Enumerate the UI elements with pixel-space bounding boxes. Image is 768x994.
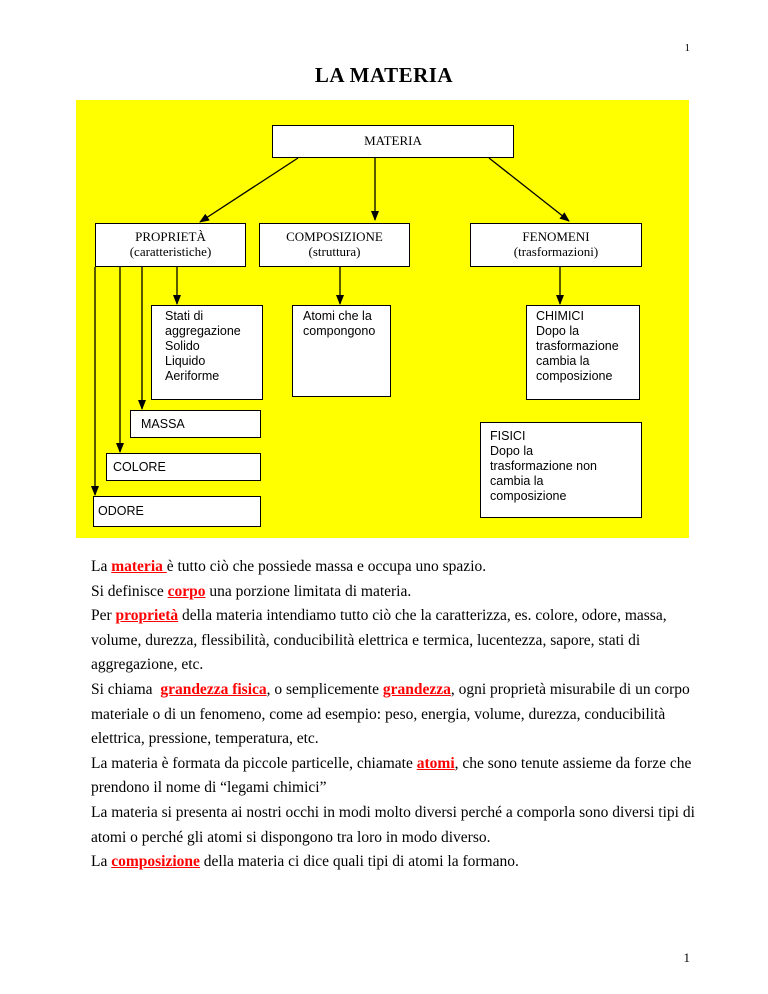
- atomi-line: compongono: [303, 324, 376, 338]
- fisici-line: FISICI: [490, 429, 526, 443]
- box-composizione: [259, 223, 410, 267]
- text-run: , ogni proprietà misurabile di un corpo materiale o di un fenomeno, come ad esempio: peso, energia, volume, durezza, conducibilità elettrica, pressione, temperatura, etc.: [91, 680, 690, 748]
- odore-label: ODORE: [98, 504, 144, 518]
- box-massa: [130, 410, 261, 438]
- box-fenomeni: [470, 223, 642, 267]
- page-number-bottom: 1: [683, 950, 690, 965]
- keyword-materia: materia: [111, 558, 167, 575]
- box-chimici: [526, 305, 640, 400]
- stati-line: Liquido: [165, 354, 206, 368]
- proprieta-sub: (caratteristiche): [129, 244, 212, 259]
- paragraph-materia: [91, 555, 711, 580]
- text-run: La materia è formata da piccole particelle, chiamate: [91, 754, 417, 772]
- massa-label: MASSA: [141, 417, 185, 431]
- chimici-line: composizione: [536, 369, 613, 383]
- chimici-line: Dopo la: [536, 324, 580, 338]
- text-run: Si definisce: [91, 582, 168, 600]
- composizione-sub: (struttura): [308, 244, 361, 259]
- box-atomi: [292, 305, 391, 397]
- paragraph-corpo: [91, 580, 711, 605]
- text-run: Per: [91, 607, 116, 625]
- fisici-line: cambia la: [490, 474, 544, 488]
- paragraph-aspetto: La materia si presenta ai nostri occhi in modi molto diversi perché a comporla sono diversi tipi di atomi o perché gli atomi si dispongono tra loro in modo diverso.: [91, 803, 695, 846]
- keyword-grandezza-fisica: grandezza fisica: [160, 680, 267, 698]
- fisici-line: composizione: [490, 489, 567, 503]
- fisici-line: Dopo la: [490, 444, 534, 458]
- text-run: Si chiama: [91, 680, 161, 698]
- text-run: è tutto ciò che possiede massa e occupa uno spazio.: [166, 558, 487, 575]
- keyword-corpo: corpo: [167, 582, 206, 600]
- chimici-line: cambia la: [536, 354, 590, 368]
- text-run: La: [91, 853, 112, 871]
- composizione-label: COMPOSIZIONE: [286, 229, 383, 244]
- page-number-top: 1: [684, 42, 690, 54]
- chimici-line: trasformazione: [536, 339, 619, 353]
- paragraph-composizione: [91, 850, 711, 875]
- fenomeni-sub: (trasformazioni): [513, 244, 599, 259]
- fisici-line: trasformazione non: [490, 459, 598, 473]
- text-run: una porzione limitata di materia.: [205, 582, 412, 600]
- concept-map: [76, 100, 689, 538]
- stati-line: Stati di: [165, 309, 204, 323]
- root-box-materia: [272, 125, 514, 158]
- body-text: [91, 555, 711, 875]
- text-run: , o semplicemente: [266, 680, 383, 698]
- box-odore: [93, 496, 261, 527]
- text-run: della materia ci dice quali tipi di atomi la formano.: [199, 853, 519, 871]
- box-proprieta: [95, 223, 246, 267]
- paragraph-atomi: [91, 752, 711, 801]
- text-run: La: [91, 558, 112, 575]
- text-run: della materia intendiamo tutto ciò che la caratterizza, es. colore, odore, massa, volume, durezza, flessibilità, conducibilità elettrica e termica, lucentezza, sapore, stati di aggregazione, etc.: [91, 607, 667, 674]
- keyword-composizione: composizione: [111, 853, 200, 871]
- text-run: , che sono tenute assieme da forze che prendono il nome di “legami chimici”: [91, 754, 692, 797]
- keyword-atomi: atomi: [416, 754, 455, 772]
- stati-line: aggregazione: [165, 324, 241, 338]
- chimici-line: CHIMICI: [536, 309, 584, 323]
- box-colore: [106, 453, 261, 481]
- colore-label: COLORE: [113, 460, 166, 474]
- paragraph-proprieta: [91, 604, 711, 678]
- stati-line: Aeriforme: [165, 369, 220, 383]
- stati-line: Solido: [165, 339, 200, 353]
- root-label: MATERIA: [364, 133, 422, 148]
- keyword-grandezza: grandezza: [382, 680, 451, 698]
- keyword-proprieta: proprietà: [115, 607, 179, 625]
- page-title: LA MATERIA: [314, 63, 454, 87]
- box-stati-aggregazione: [151, 305, 263, 400]
- paragraph-grandezza: [91, 678, 711, 752]
- box-fisici: [480, 422, 642, 518]
- atomi-line: Atomi che la: [303, 309, 372, 323]
- proprieta-label: PROPRIETÀ: [135, 229, 206, 244]
- fenomeni-label: FENOMENI: [522, 229, 590, 244]
